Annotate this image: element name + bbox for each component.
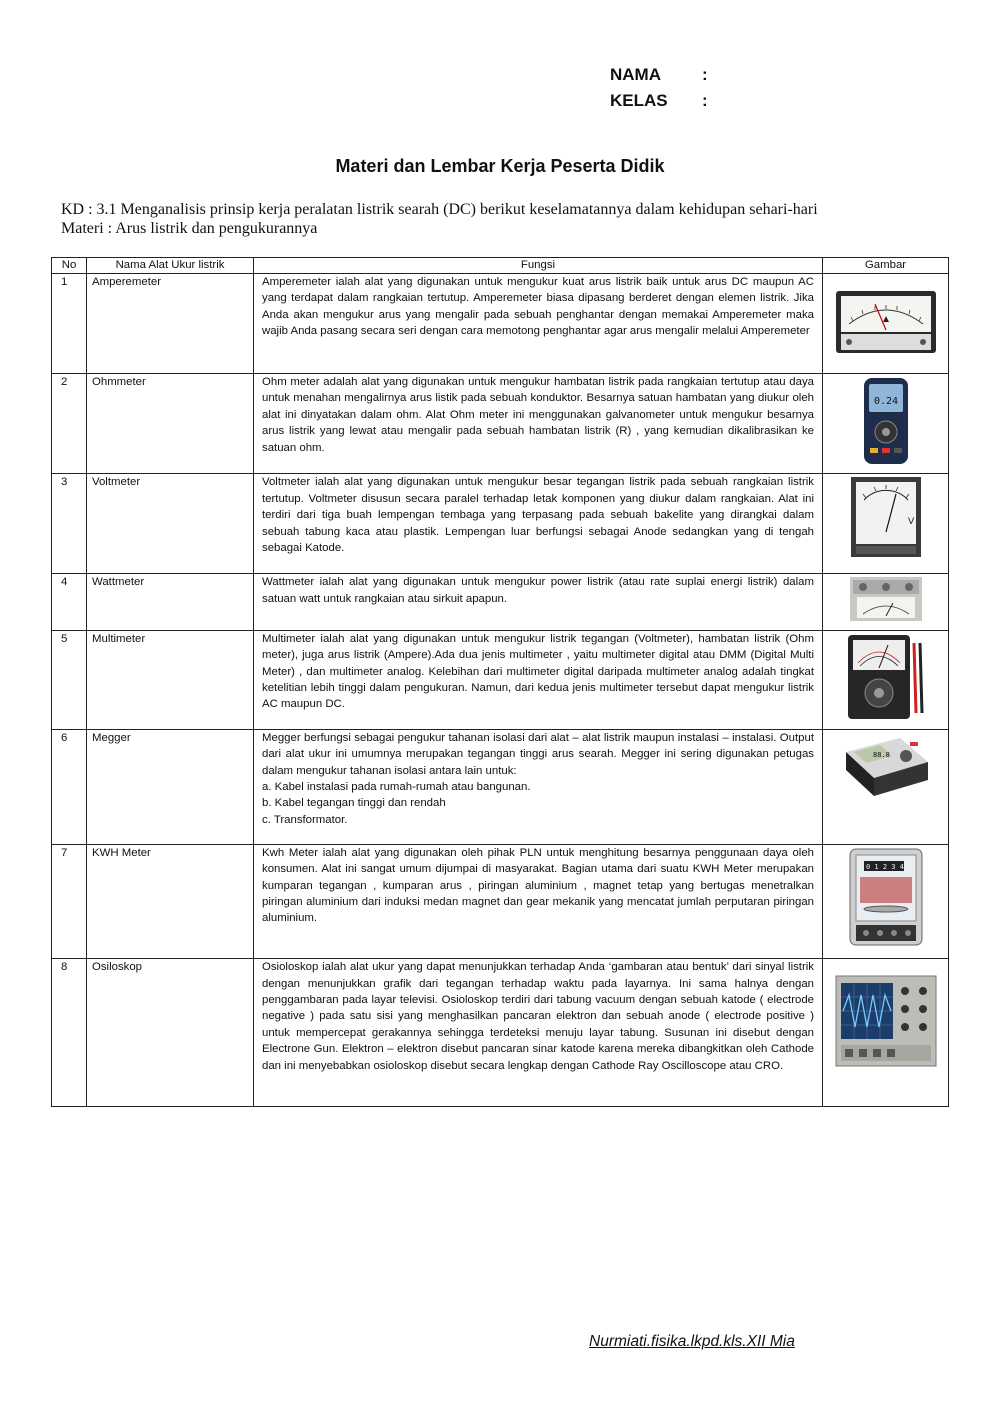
row-function <box>254 274 823 374</box>
function-list-item: b. Kabel tegangan tinggi dan rendah <box>262 797 446 810</box>
table-row <box>52 959 949 1107</box>
row-no: 3 <box>52 474 87 574</box>
student-info <box>610 62 708 114</box>
table-row <box>52 374 949 474</box>
wattmeter-icon <box>849 576 923 627</box>
row-image-cell <box>823 374 949 474</box>
megger-readout: 88.8 <box>872 750 890 759</box>
row-function <box>254 474 823 574</box>
row-name: KWH Meter <box>87 844 254 958</box>
row-no: 6 <box>52 729 87 844</box>
row-name: Megger <box>87 729 254 844</box>
materi-line: Materi : Arus listrik dan pengukurannya <box>61 220 318 237</box>
page-title: Materi dan Lembar Kerja Peserta Didik <box>335 156 665 176</box>
row-image-cell <box>823 574 949 630</box>
row-name: Multimeter <box>87 630 254 729</box>
row-image-cell <box>823 844 949 958</box>
oscilloscope-icon <box>835 975 937 1072</box>
row-image-cell <box>823 630 949 729</box>
row-name: Amperemeter <box>87 274 254 374</box>
kd-block <box>61 200 818 238</box>
row-name: Osiloskop <box>87 959 254 1107</box>
function-text: Multimeter ialah alat yang digunakan untuk mengukur listrik tegangan (Voltmeter), hambatan listrik (Ohm meter), juga arus listrik (Ampere).Ada dua jenis multimeter , yaitu multimeter digital atau DMM (Digital Multi Meter) , dan multimeter analog. Kelebihan dari multimeter digital daripada multimeter analog adalah tingkat ketelitian lebih tinggi dalam pengukuran. Namun, dari kedua jenis multimeter tersebut dapat mengukur listrik AC maupun DC. <box>262 632 814 711</box>
kd-line: KD : 3.1 Menganalisis prinsip kerja peralatan listrik searah (DC) berikut keselamatannya dalam kehidupan sehari-hari <box>61 201 818 218</box>
function-text: Amperemeter ialah alat yang digunakan untuk mengukur kuat arus listrik baik untuk arus DC maupun AC yang terdapat dalam rangkaian tertutup. Amperemeter biasa dipasang berderet dengan elemen listrik. Jika Anda akan mengukur arus yang mengalir pada sebuah penghantar dengan memakai Amperemeter maka wajib Anda pasang secara seri dengan cara memotong penghantar agar arus mengalir melalui Amperemeter <box>262 276 814 338</box>
table-row <box>52 729 949 844</box>
row-name: Ohmmeter <box>87 374 254 474</box>
header-name: Nama Alat Ukur listrik <box>87 258 254 274</box>
row-function <box>254 630 823 729</box>
function-text: Osioloskop ialah alat ukur yang dapat menunjukkan terhadap Anda ‘gambaran atau bentuk’ dari sinyal listrik dengan menunjukkan grafik dari tegangan terhadap waktu pada layarnya. Ini sama halnya dengan penggambaran pada layar televisi. Osioloskop terdiri dari tabung vacuum dengan sebuah katode ( electrode negative ) pada satu sisi yang menghasilkan pancaran elektron dan sebuah anode ( electrode positive ) untuk mempercepat gerakannya sehingga terdeteksi menuju layar tabung. Susunan ini disebut dengan Electrone Gun. Elektron – elektron disebut pancaran sinar katode karena mereka dibangkitkan oleh Cathode dan ini menyebabkan osioloskop disebut secara lengkap dengan Cathode Ray Oscilloscope atau CRO. <box>262 961 814 1072</box>
row-function <box>254 729 823 844</box>
footer-credit: Nurmiati.fisika.lkpd.kls.XII Mia <box>589 1333 795 1350</box>
ammeter-icon <box>835 290 937 359</box>
ohmmeter-icon <box>856 376 916 471</box>
header-no: No <box>52 258 87 274</box>
ohmmeter-readout: 0.24 <box>873 396 898 407</box>
function-list-item: c. Transformator. <box>262 813 348 826</box>
function-list-item: a. Kabel instalasi pada rumah-rumah atau bangunan. <box>262 781 531 794</box>
row-function <box>254 574 823 630</box>
row-no: 8 <box>52 959 87 1107</box>
table-row <box>52 630 949 729</box>
function-text: Wattmeter ialah alat yang digunakan untuk mengukur power listrik (atau rate suplai energi listrik) dalam satuan watt untuk rangkaian atau sirkuit apapun. <box>262 576 814 605</box>
kwh-meter-icon <box>846 847 926 956</box>
voltmeter-icon <box>850 476 922 563</box>
header-gambar: Gambar <box>823 258 949 274</box>
row-function <box>254 959 823 1107</box>
function-text: Voltmeter ialah alat yang digunakan untuk mengukur besar tegangan listrik pada sebuah rangkaian listrik tertutup. Voltmeter disusun secara paralel terhadap letak komponen yang diukur dalam rangkaian. Alat ini terdiri dari tiga buah lempengan tembaga yang terpasang pada sebuah bakelite yang dirangkai dalam sebuah tabung kaca atau plastik. Lempengan luar berfungsi sebagai Anode sedangkan yang di tengah sebagai Katode. <box>262 476 814 555</box>
function-text: Ohm meter adalah alat yang digunakan untuk mengukur hambatan listrik pada rangkaian tertutup atau daya untuk menahan mengalirnya arus listik pada sebuah konduktor. Besarnya satuan hambatan yang diukur oleh alat ini dinyatakan dalam ohm. Alat Ohm meter ini menggunakan galvanometer untuk mengukur besarnya arus listrik yang lewat atau mengalir pada sebuah hambatan listrik (R) , yang kemudian dikalibrasikan ke satuan ohm. <box>262 376 814 454</box>
kelas-label: KELAS <box>610 91 668 110</box>
table-row <box>52 844 949 958</box>
row-no: 1 <box>52 274 87 374</box>
nama-label: NAMA <box>610 65 661 84</box>
table-row <box>52 574 949 630</box>
tools-table <box>51 257 949 1107</box>
row-no: 2 <box>52 374 87 474</box>
row-image-cell <box>823 729 949 844</box>
table-header-row <box>52 258 949 274</box>
table-row <box>52 274 949 374</box>
row-image-cell <box>823 474 949 574</box>
row-image-cell <box>823 959 949 1107</box>
kelas-colon: : <box>702 91 708 110</box>
row-name: Voltmeter <box>87 474 254 574</box>
multimeter-icon <box>846 633 926 726</box>
row-function <box>254 844 823 958</box>
svg-text:0 1 2 3 4: 0 1 2 3 4 <box>865 862 904 871</box>
row-image-cell <box>823 274 949 374</box>
row-no: 5 <box>52 630 87 729</box>
function-text: Megger berfungsi sebagai pengukur tahanan isolasi dari alat – alat listrik maupun instalasi – instalasi. Output dari alat ukur ini umumnya merupakan tegangan tinggi arus searah. Megger ini sering digunakan petugas dalam mengukur tahanan isolasi antara lain untuk: <box>262 731 814 777</box>
nama-colon: : <box>702 65 708 84</box>
row-function <box>254 374 823 474</box>
table-row <box>52 474 949 574</box>
svg-text:V: V <box>907 517 914 528</box>
row-name: Wattmeter <box>87 574 254 630</box>
row-no: 4 <box>52 574 87 630</box>
header-fungsi: Fungsi <box>254 258 823 274</box>
row-no: 7 <box>52 844 87 958</box>
megger-icon <box>840 732 932 807</box>
function-text: Kwh Meter ialah alat yang digunakan oleh pihak PLN untuk menghitung besarnya penggunaan daya oleh konsumen. Alat ini sangat umum dijumpai di masyarakat. Bagian utama dari suatu KWH Meter merupakan kumparan tegangan , kumparan arus , piringan aluminium , magnet tetap yang bertugas menetralkan piringan aluminium dari induksi medan magnet dan gear mekanik yang mencatat jumlah perputaran piringan aluminium. <box>262 846 814 925</box>
